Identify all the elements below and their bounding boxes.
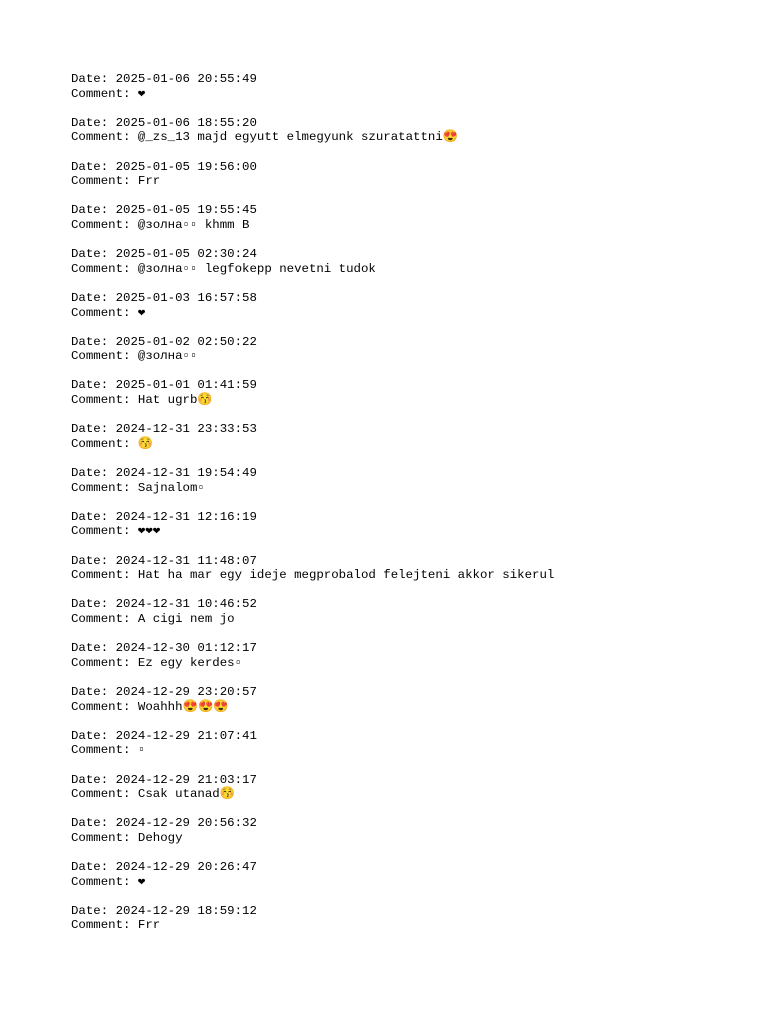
date-label: Date: [71, 903, 116, 918]
date-line [71, 160, 748, 175]
date-value: 2024-12-29 18:59:12 [115, 903, 257, 918]
comment-text: Dehogy [137, 830, 183, 845]
comment-label: Comment: [71, 130, 138, 145]
comment-label: Comment: [71, 174, 138, 189]
date-line [71, 773, 748, 788]
date-line [71, 247, 748, 262]
comment-line [71, 743, 748, 758]
comment-entry [71, 641, 748, 670]
date-label: Date: [71, 334, 116, 349]
comment-text: Frr [137, 174, 161, 189]
comment-label: Comment: [71, 655, 138, 670]
comment-label: Comment: [71, 830, 138, 845]
comment-text: Sajnalom▫ [137, 480, 205, 495]
comment-entry [71, 466, 748, 495]
comment-text: Ez egy kerdes▫ [137, 655, 243, 670]
date-value: 2024-12-29 23:20:57 [115, 684, 257, 699]
comment-label: Comment: [71, 874, 138, 889]
comment-line [71, 656, 748, 671]
date-value: 2024-12-31 10:46:52 [115, 597, 257, 612]
comment-label: Comment: [71, 743, 138, 758]
comment-text: 😚 [137, 436, 154, 451]
comment-line [71, 262, 748, 277]
date-value: 2025-01-06 18:55:20 [115, 115, 257, 130]
comment-label: Comment: [71, 217, 138, 232]
comment-line [71, 306, 748, 321]
comment-text: ▫ [137, 743, 146, 758]
comment-label: Comment: [71, 261, 138, 276]
date-line [71, 554, 748, 569]
comment-line [71, 700, 748, 715]
comment-text: A cigi nem jo [137, 611, 235, 626]
comment-line [71, 393, 748, 408]
comment-text: Frr [137, 918, 161, 933]
date-value: 2024-12-29 20:56:32 [115, 816, 257, 831]
date-label: Date: [71, 860, 116, 875]
date-value: 2025-01-03 16:57:58 [115, 290, 257, 305]
comment-label: Comment: [71, 918, 138, 933]
comment-entry [71, 247, 748, 276]
comment-line [71, 87, 748, 102]
comment-text: Woahhh😍😍😍 [137, 699, 229, 714]
comment-label: Comment: [71, 568, 138, 583]
date-line [71, 72, 748, 87]
comment-text: ❤ [137, 305, 146, 320]
date-label: Date: [71, 509, 116, 524]
date-line [71, 335, 748, 350]
comment-line [71, 568, 748, 583]
date-label: Date: [71, 247, 116, 262]
date-value: 2025-01-05 19:55:45 [115, 203, 257, 218]
comment-entry [71, 860, 748, 889]
date-value: 2024-12-31 12:16:19 [115, 509, 257, 524]
date-value: 2025-01-06 20:55:49 [115, 72, 257, 86]
comment-line [71, 437, 748, 452]
comment-label: Comment: [71, 393, 138, 408]
date-line [71, 816, 748, 831]
comment-line [71, 349, 748, 364]
comment-label: Comment: [71, 524, 138, 539]
date-label: Date: [71, 728, 116, 743]
comment-line [71, 130, 748, 145]
date-line [71, 378, 748, 393]
date-value: 2025-01-02 02:50:22 [115, 334, 257, 349]
comment-label: Comment: [71, 436, 138, 451]
date-value: 2024-12-29 21:03:17 [115, 772, 257, 787]
date-value: 2024-12-29 20:26:47 [115, 860, 257, 875]
comment-line [71, 174, 748, 189]
comment-entry [71, 116, 748, 145]
comment-log [71, 72, 748, 948]
date-line [71, 116, 748, 131]
comment-text: ❤❤❤ [137, 524, 161, 539]
comment-label: Comment: [71, 480, 138, 495]
comment-text: Hat ugrb😚 [137, 393, 213, 408]
comment-line [71, 918, 748, 933]
comment-label: Comment: [71, 305, 138, 320]
date-label: Date: [71, 159, 116, 174]
date-label: Date: [71, 72, 116, 86]
comment-entry [71, 335, 748, 364]
comment-entry [71, 685, 748, 714]
date-value: 2024-12-29 21:07:41 [115, 728, 257, 743]
comment-label: Comment: [71, 699, 138, 714]
date-label: Date: [71, 466, 116, 481]
date-label: Date: [71, 597, 116, 612]
date-line [71, 466, 748, 481]
comment-line [71, 787, 748, 802]
date-line [71, 860, 748, 875]
date-value: 2025-01-01 01:41:59 [115, 378, 257, 393]
date-line [71, 203, 748, 218]
date-label: Date: [71, 772, 116, 787]
date-label: Date: [71, 816, 116, 831]
date-label: Date: [71, 378, 116, 393]
comment-text: Hat ha mar egy ideje megprobalod felejteni akkor sikerul [137, 568, 555, 583]
date-label: Date: [71, 422, 116, 437]
comment-label: Comment: [71, 611, 138, 626]
date-label: Date: [71, 641, 116, 656]
date-value: 2024-12-31 19:54:49 [115, 466, 257, 481]
comment-entry [71, 816, 748, 845]
comment-text: ❤ [137, 86, 146, 101]
comment-entry [71, 291, 748, 320]
comment-text: ❤ [137, 874, 146, 889]
comment-text: Csak utanad😚 [137, 787, 236, 802]
date-value: 2024-12-31 23:33:53 [115, 422, 257, 437]
comment-entry [71, 160, 748, 189]
comment-label: Comment: [71, 787, 138, 802]
date-line [71, 291, 748, 306]
comment-entry [71, 597, 748, 626]
comment-line [71, 831, 748, 846]
comment-entry [71, 510, 748, 539]
comment-line [71, 524, 748, 539]
date-line [71, 597, 748, 612]
date-value: 2025-01-05 02:30:24 [115, 247, 257, 262]
comment-text: @золна▫▫ khmm B [137, 217, 250, 232]
comment-line [71, 875, 748, 890]
date-line [71, 729, 748, 744]
comment-line [71, 612, 748, 627]
date-label: Date: [71, 203, 116, 218]
date-line [71, 685, 748, 700]
comment-line [71, 481, 748, 496]
comment-entry [71, 729, 748, 758]
date-label: Date: [71, 684, 116, 699]
date-line [71, 510, 748, 525]
comment-entry [71, 554, 748, 583]
comment-label: Comment: [71, 86, 138, 101]
date-label: Date: [71, 290, 116, 305]
date-label: Date: [71, 553, 116, 568]
comment-label: Comment: [71, 349, 138, 364]
comment-text: @золна▫▫ [137, 349, 198, 364]
date-value: 2025-01-05 19:56:00 [115, 159, 257, 174]
comment-entry [71, 422, 748, 451]
date-line [71, 641, 748, 656]
date-label: Date: [71, 115, 116, 130]
comment-entry [71, 904, 748, 933]
comment-entry [71, 773, 748, 802]
date-value: 2024-12-31 11:48:07 [115, 553, 257, 568]
comment-text: @золна▫▫ legfokepp nevetni tudok [137, 261, 376, 276]
comment-line [71, 218, 748, 233]
comment-entry [71, 72, 748, 101]
date-value: 2024-12-30 01:12:17 [115, 641, 257, 656]
comment-entry [71, 378, 748, 407]
date-line [71, 422, 748, 437]
comment-entry [71, 203, 748, 232]
date-line [71, 904, 748, 919]
comment-text: @_zs_13 majd egyutt elmegyunk szuratattni😍 [137, 130, 459, 145]
